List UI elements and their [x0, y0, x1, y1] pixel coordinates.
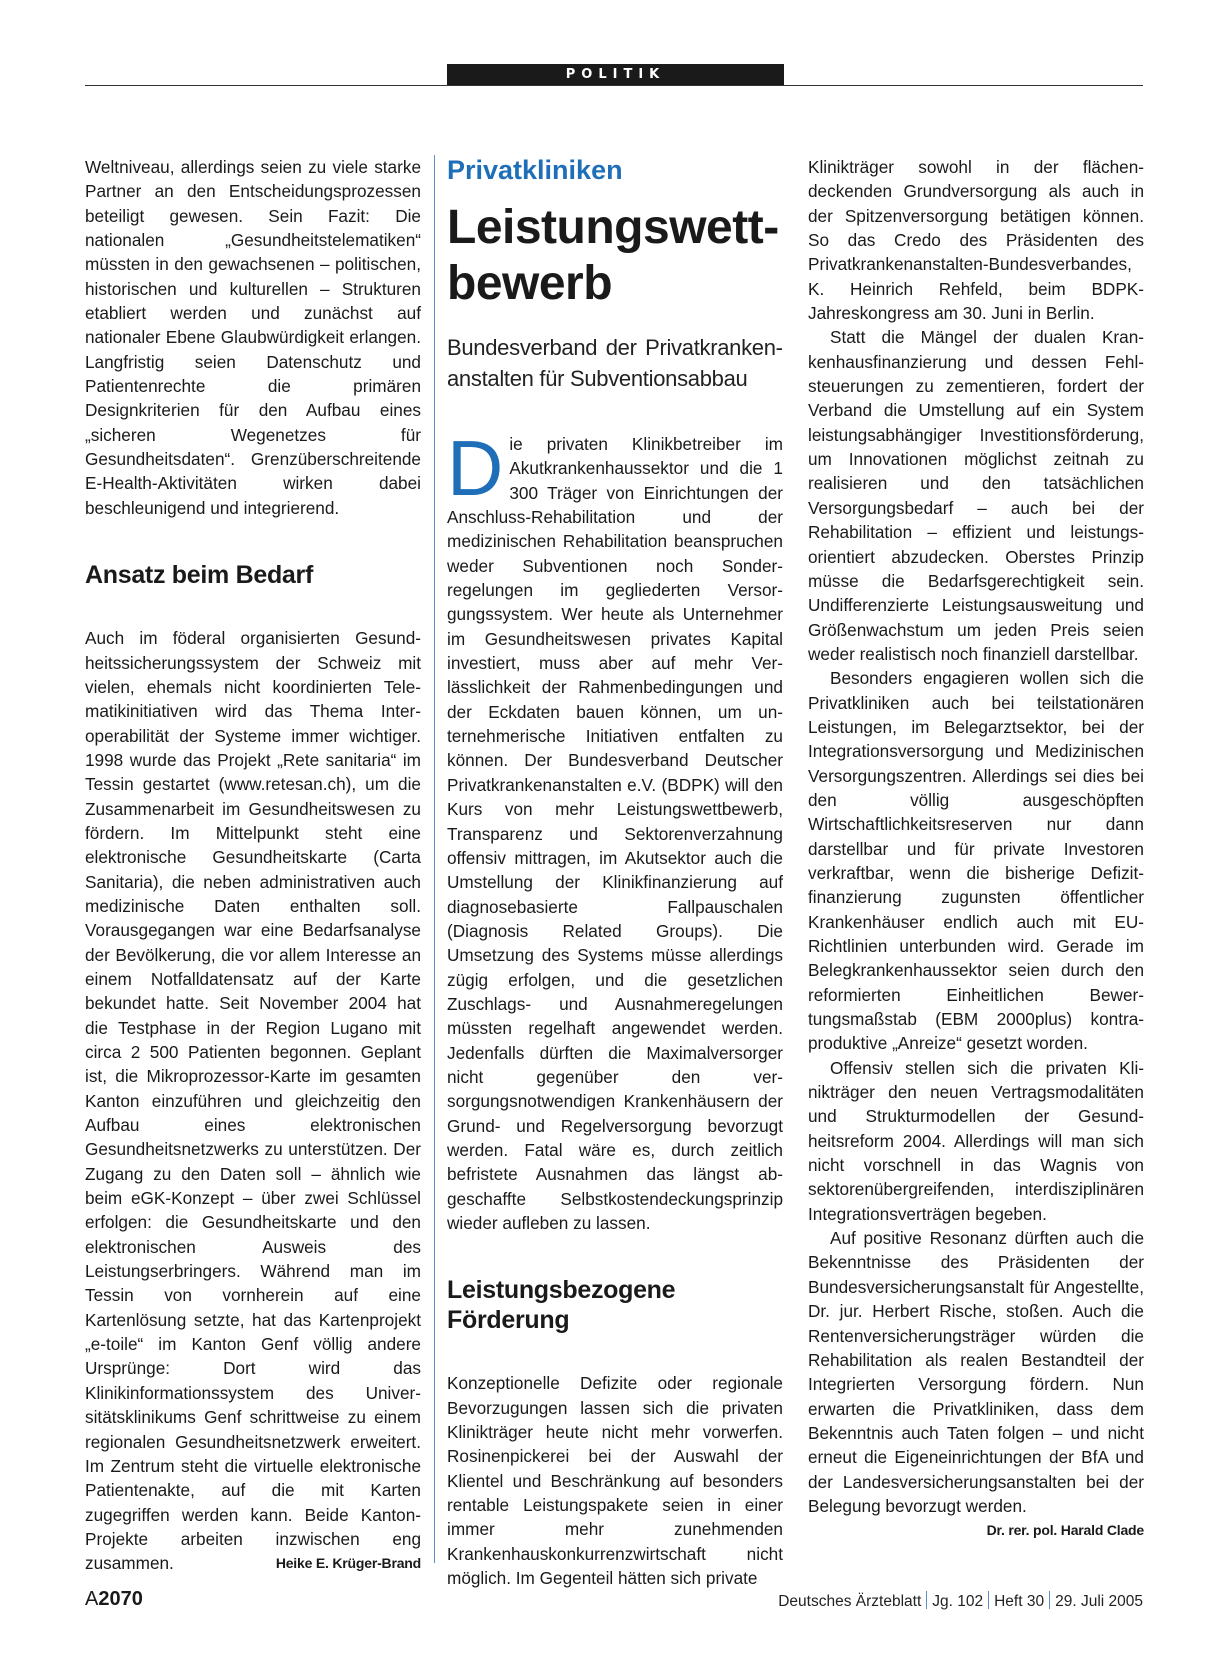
paragraph: Besonders engagieren wollen sich die Privatkliniken auch bei teilstationären Leistungen, im Belegarztsektor, bei der Integrationsversorgung und Medizinischen Versorgungszentren. Allerdings sei dies bei den völlig ausgeschöpften Wirtschaftlichkeitsreserven nur dann darstellbar und für private Investoren verkraftbar, wenn die bisherige Defizitfinanzierung zugunsten öffentlicher Krankenhäuser endlich auch mit EU-Richtlinien unterbunden wird. Gerade im Belegkrankenhaussektor seien durch den reformierten Einheitlichen Bewertungsmaßstab (EBM 2000plus) kontraproduktive „Anreize“ gesetzt worden.: [808, 668, 1144, 1054]
page-number-value: 2070: [98, 1588, 143, 1610]
column-left: [85, 155, 421, 1576]
separator: [988, 1591, 989, 1609]
paragraph-text: Auf positive Resonanz dürften auch die Bekenntnisse des Präsidenten der Bundesversicherungsanstalt für Angestellte, Dr. jur. Herbert Rische, stoßen. Auch die Rentenversicherungsträger würden die Rehabilitation als realen Bestandteil der Integrierten Versorgung fördern. Nun erwarten die Privatkliniken, dass dem Bekenntnis auch Taten folgen – und nicht erneut die Eigeneinrichtungen der BfA und der Landesversicherungsanstalten bei der Belegung bevorzugt werden.: [808, 1228, 1144, 1516]
page-prefix: A: [85, 1588, 99, 1610]
separator: [1049, 1591, 1050, 1609]
author-byline: Heike E. Krüger-Brand: [275, 1555, 421, 1572]
article-headline: [447, 200, 783, 312]
article-kicker: Privatkliniken: [447, 155, 623, 185]
paragraph: [808, 1226, 1144, 1539]
column-divider: [434, 155, 435, 1563]
paragraph: [447, 424, 783, 1235]
headline-line-1: Leistungswett-: [447, 201, 779, 254]
journal-info: [778, 1591, 1143, 1611]
page-number: [85, 1588, 143, 1611]
paragraph: Klinikträger sowohl in der flächendeckenden Grundversorgung als auch in der Spitzenversorgung betätigen können. So das Credo des Präsidenten des Privatkrankenanstalten-Bundesverbandes, K. Heinrich Rehfeld, beim BDPK-Jahreskongress am 30. Juni in Berlin.: [808, 157, 1144, 324]
paragraph: Konzeptionelle Defizite oder regionale Bevorzugungen lassen sich die privaten Klinikträger heute nicht mehr vorwerfen. Rosinenpickerei bei der Auswahl der Klientel und Beschränkung auf besonders rentable Leistungspakete seien in einer immer mehr zunehmenden Krankenhauskonkurrenzwirtschaft nicht möglich. Im Gegenteil hätten sich private: [447, 1373, 783, 1589]
subheading-ansatz: Ansatz beim Bedarf: [85, 561, 313, 590]
journal-date: 29. Juli 2005: [1055, 1593, 1143, 1610]
paragraph: Statt die Mängel der dualen Krankenhausfinanzierung und dessen Fehlsteuerungen zu zementieren, fordert der Verband die Umstellung auf ein System leistungsabhängiger Investitionsförderung, um Innovationen möglichst zeitnah zu realisieren und den tatsächlichen Versorgungsbedarf – auch bei der Rehabilitation – effizient und leistungsorientiert abzudecken. Oberstes Prinzip müsse die Bedarfsgerechtigkeit sein. Undifferenzierte Leistungsausweitung und Größenwachstum um jeden Preis seien weder realistisch noch finanziell darstellbar.: [808, 327, 1144, 664]
article-deck: Bundesverband der Privatkrankenanstalten für Subventionsabbau: [447, 335, 783, 391]
paragraph: Weltniveau, allerdings seien zu viele starke Partner an den Entscheidungsprozessen beteiligt gewesen. Sein Fazit: Die nationalen „Gesundheitstelematiken“ müssten in den gewachsenen – politischen, historischen und kulturellen – Strukturen etabliert werden und zunächst auf nationaler Ebene Glaubwürdigkeit erlangen. Langfristig seien Datenschutz und Patientenrechte die primären Designkriterien für den Aufbau eines „sicheren Wegenetzes für Gesundheitsdaten“. Grenzüberschreitende E-Health-Aktivitäten wirken dabei beschleunigend und integrierend.: [85, 157, 421, 518]
paragraph: Offensiv stellen sich die privaten Klinikträger den neuen Vertragsmodalitäten und Strukturmodellen der Gesundheitsreform 2004. Allerdings will man sich nicht vorschnell in das Wagnis von sektorenübergreifenden, interdisziplinären Integrationsverträgen begeben.: [808, 1057, 1144, 1224]
journal-name: Deutsches Ärzteblatt: [778, 1593, 922, 1610]
headline-line-2: bewerb: [447, 257, 613, 310]
paragraph: [85, 626, 421, 1575]
column-middle: [447, 152, 783, 1590]
drop-cap: D: [447, 424, 504, 512]
section-label: POLITIK: [447, 64, 784, 85]
subheading-foerderung: Leistungsbezogene Förderung: [447, 1276, 676, 1335]
paragraph-text: Auch im föderal organisierten Gesundheitssicherungssystem der Schweiz mit vielen, ehemals nicht koordinierten Telematikinitiativen wird das Thema Interoperabilität der Systeme immer wichtiger. 1998 wurde das Projekt „Rete sanitaria“ im Tessin gestartet (www.​retesan.ch), um die Zusammenarbeit im Gesundheitswesen zu fördern. Im Mittelpunkt steht eine elektronische Gesundheitskarte (Carta Sanitaria), die neben administrativen auch medizinische Daten enthalten soll. Vorausgegangen war eine Bedarfsanalyse der Bevölkerung, die vor allem Interesse an einem Notfalldatensatz auf der Karte bekundet hatte. Seit November 2004 hat die Testphase in der Region Lugano mit circa 2 500 Patienten begonnen. Geplant ist, die Mikroprozessor-Karte im gesamten Kanton einzuführen und gleichzeitig den Aufbau eines elektronischen Gesundheitsnetzwerks zu unterstützen. Der Zugang zu den Daten soll – ähnlich wie beim eGK-Konzept – über zwei Schlüssel erfolgen: die Gesundheitskarte und den elektronischen Ausweis des Leistungserbringers. Während man im Tessin von vornherein auf eine Kartenlösung setzte, hat das Kartenprojekt „e-toile“ im Kanton Genf völlig andere Ursprünge: Dort wird das Klinikinformationssystem des Universitätsklinikums Genf schrittweise zu einem regionalen Gesundheitsnetzwerk erweitert. Im Zentrum steht die virtuelle elektronische Patientenakte, auf die mit Karten zugegriffen werden kann. Beide Kanton-Projekte arbeiten inzwischen eng zusammen.: [85, 628, 421, 1574]
journal-volume: Jg. 102: [932, 1593, 984, 1610]
separator: [926, 1591, 927, 1609]
column-right: [808, 155, 1144, 1543]
author-byline: Dr. rer. pol. Harald Clade: [986, 1522, 1144, 1539]
journal-issue: Heft 30: [994, 1593, 1045, 1610]
header-rule: [85, 85, 1143, 86]
paragraph-text: ie privaten Klinikbetreiber im Akutkrankenhaussektor und die 1 300 Träger von Einrichtungen der Anschluss-Rehabilitation und der medizinischen Rehabilitation beanspruchen weder Subventionen noch Sonderregelungen im gegliederten Versorgungssystem. Wer heute als Unternehmer im Gesundheitswesen privates Kapital investiert, muss aber auf mehr Verlässlichkeit der Rahmenbedingungen und der Eckdaten bauen können, um unternehmerische Initiativen entfalten zu können. Der Bundesverband Deutscher Privatkrankenanstalten e.V. (BDPK) will den Kurs von mehr Leistungswettbewerb, Transparenz und Sektorenverzahnung offensiv mittragen, im Akutsektor auch die Umstellung der Klinikfinanzierung auf diagnosebasierte Fallpauschalen (Diagnosis Related Groups). Die Umsetzung des Systems müsse allerdings zügig erfolgen, und die gesetzlichen Zuschlags- und Ausnahmeregelungen müssten regelhaft angewendet werden. Jedenfalls dürften die Maximalversorger nicht gegenüber den versorgungsnotwendigen Krankenhäusern der Grund- und Regelversorgung bevorzugt werden. Fatal wäre es, durch zeitlich befristete Ausnahmen das längst abgeschaffte Selbstkostendeckungsprinzip wieder aufleben zu lassen.: [447, 434, 783, 1233]
